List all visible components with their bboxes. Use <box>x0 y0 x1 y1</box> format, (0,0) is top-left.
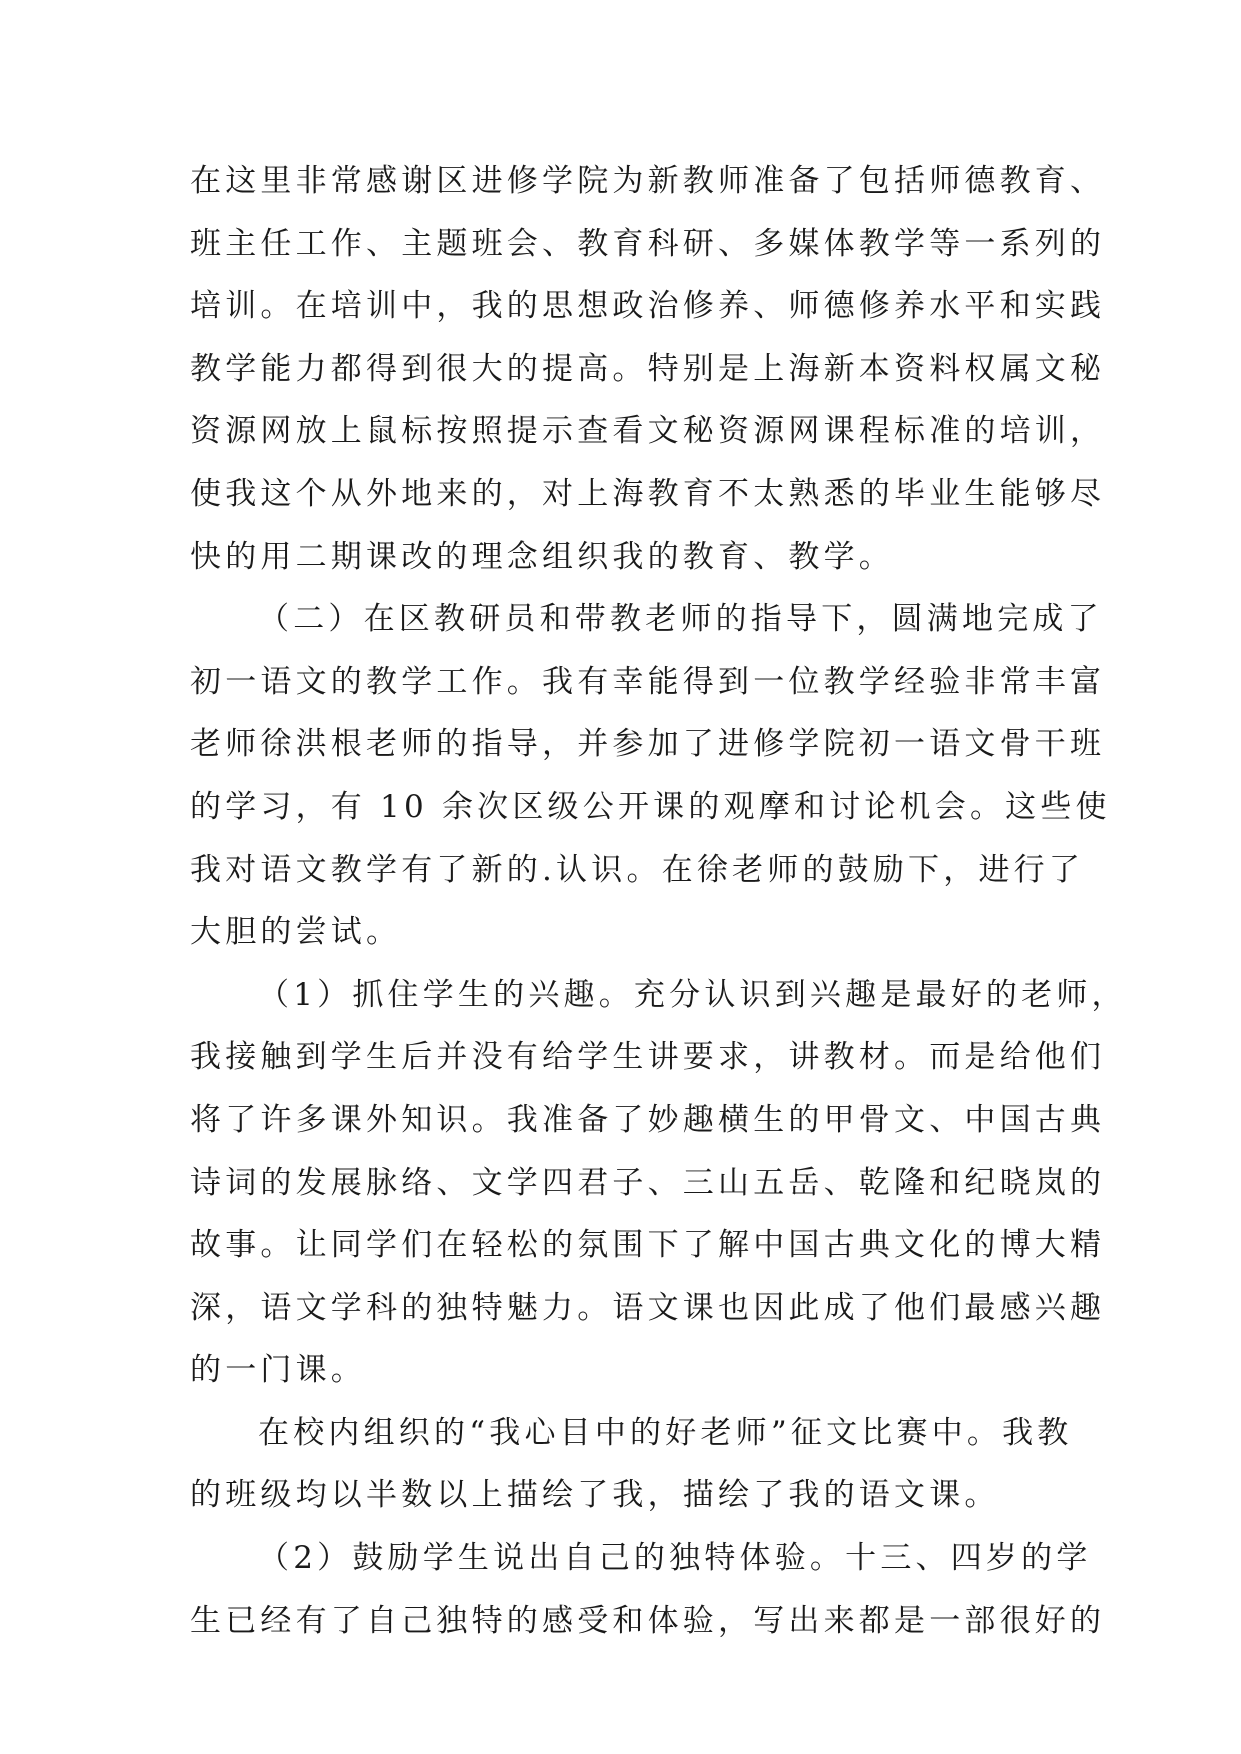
text-line: 的班级均以半数以上描绘了我，描绘了我的语文课。 <box>190 1477 1000 1514</box>
text-line: 老师徐洪根老师的指导，并参加了进修学院初一语文骨干班 <box>190 726 1106 763</box>
paragraph-start-line: （2）鼓励学生说出自己的独特体验。十三、四岁的学 <box>258 1540 1092 1577</box>
text-line: 教学能力都得到很大的提高。特别是上海新本资料权属文秘 <box>190 350 1106 387</box>
paragraph-start-line: （二）在区教研员和带教老师的指导下，圆满地完成了 <box>258 601 1103 638</box>
text-line: 生已经有了自己独特的感受和体验，写出来都是一部很好的 <box>190 1602 1106 1639</box>
text-line: 使我这个从外地来的，对上海教育不太熟悉的毕业生能够尽 <box>190 475 1106 512</box>
text-line: 的一门课。 <box>190 1352 366 1389</box>
text-line: 快的用二期课改的理念组织我的教育、教学。 <box>190 538 894 575</box>
text-line: 诗词的发展脉络、文学四君子、三山五岳、乾隆和纪晓岚的 <box>190 1164 1106 1201</box>
text-line: 将了许多课外知识。我准备了妙趣横生的甲骨文、中国古典 <box>190 1101 1106 1138</box>
text-line: 故事。让同学们在轻松的氛围下了解中国古典文化的博大精 <box>190 1227 1106 1264</box>
text-line: 深，语文学科的独特魅力。语文课也因此成了他们最感兴趣 <box>190 1289 1106 1326</box>
text-line: 的学习，有 10 余次区级公开课的观摩和讨论机会。这些使 <box>190 788 1111 825</box>
text-line: 资源网放上鼠标按照提示查看文秘资源网课程标准的培训， <box>190 413 1106 450</box>
paragraph-start-line: 在校内组织的“我心目中的好老师”征文比赛中。我教 <box>258 1414 1073 1451</box>
text-line: 培训。在培训中，我的思想政治修养、师德修养水平和实践 <box>190 288 1106 325</box>
text-line: 在这里非常感谢区进修学院为新教师准备了包括师德教育、 <box>190 163 1106 199</box>
text-line: 我对语文教学有了新的.认识。在徐老师的鼓励下，进行了 <box>190 851 1085 888</box>
text-line: 大胆的尝试。 <box>190 914 402 951</box>
text-line: 班主任工作、主题班会、教育科研、多媒体教学等一系列的 <box>190 225 1106 262</box>
text-line: 初一语文的教学工作。我有幸能得到一位教学经验非常丰富 <box>190 663 1106 700</box>
document-body <box>190 150 1127 1652</box>
text-line: 我接触到学生后并没有给学生讲要求，讲教材。而是给他们 <box>190 1039 1106 1076</box>
paragraph-start-line: （1）抓住学生的兴趣。充分认识到兴趣是最好的老师， <box>258 976 1127 1013</box>
